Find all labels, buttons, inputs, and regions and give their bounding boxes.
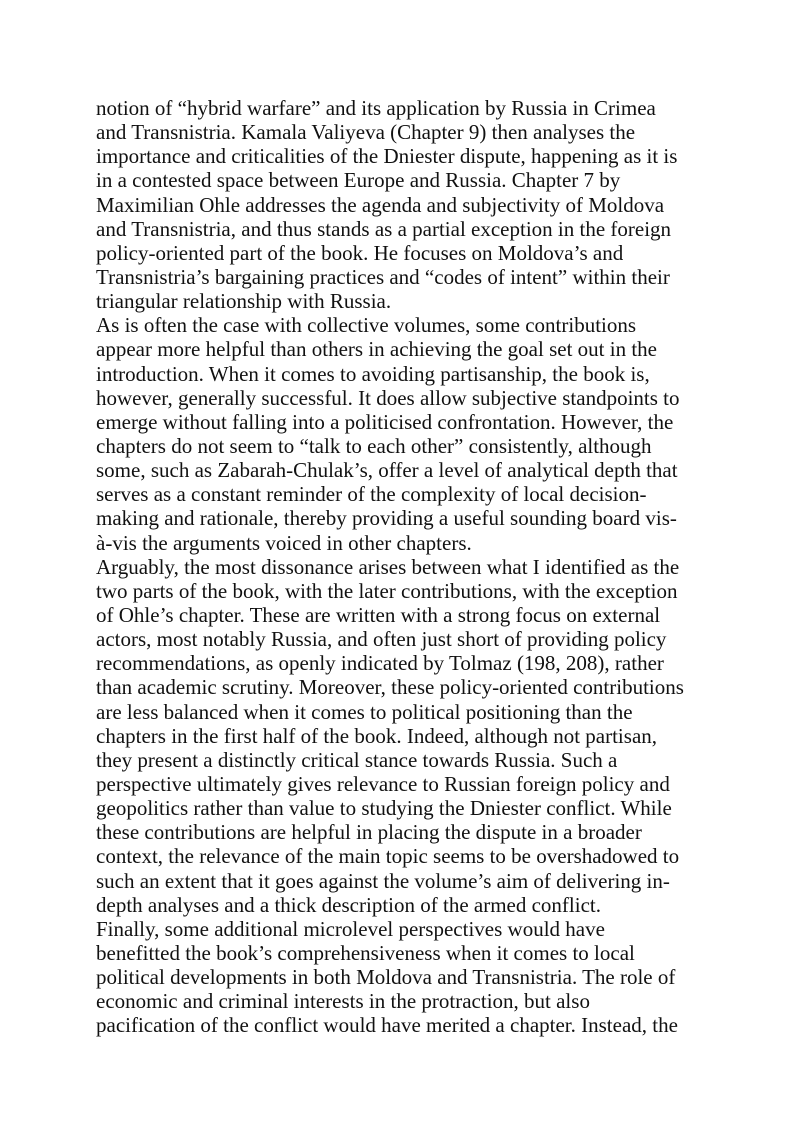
text-line: they present a distinctly critical stance towards Russia. Such a [96, 747, 618, 772]
text-line: these contributions are helpful in placing the dispute in a broader [96, 820, 642, 845]
text-line: in a contested space between Europe and Russia. Chapter 7 by [96, 168, 621, 193]
text-line: economic and criminal interests in the protraction, but also [96, 989, 590, 1014]
text-line: depth analyses and a thick description of the armed conflict. [96, 892, 601, 917]
text-line: Transnistria’s bargaining practices and “codes of intent” within their [96, 264, 670, 289]
text-line: some, such as Zabarah-Chulak’s, offer a level of analytical depth that [96, 458, 678, 483]
text-line: policy-oriented part of the book. He focuses on Moldova’s and [96, 240, 624, 265]
text-line: Finally, some additional microlevel perspectives would have [96, 916, 605, 941]
text-line: pacification of the conflict would have merited a chapter. Instead, the [96, 1013, 678, 1038]
text-line: however, generally successful. It does allow subjective standpoints to [96, 385, 680, 410]
text-line: chapters in the first half of the book. Indeed, although not partisan, [96, 723, 658, 748]
text-line: triangular relationship with Russia. [96, 289, 392, 314]
text-line: actors, most notably Russia, and often just short of providing policy [96, 627, 667, 652]
text-line: making and rationale, thereby providing a useful sounding board vis- [96, 506, 677, 531]
text-line: and Transnistria. Kamala Valiyeva (Chapter 9) then analyses the [96, 120, 636, 145]
text-line: recommendations, as openly indicated by Tolmaz (198, 208), rather [96, 651, 664, 676]
text-line: context, the relevance of the main topic seems to be overshadowed to [96, 844, 680, 869]
text-line: geopolitics rather than value to studying the Dniester conflict. While [96, 796, 672, 821]
text-line: à-vis the arguments voiced in other chapters. [96, 530, 472, 555]
text-line: notion of “hybrid warfare” and its application by Russia in Crimea [96, 96, 656, 120]
text-line: of Ohle’s chapter. These are written with a strong focus on external [96, 602, 661, 627]
paragraph-4 [96, 917, 708, 1038]
text-line: benefitted the book’s comprehensiveness when it comes to local [96, 940, 635, 965]
text-line: As is often the case with collective volumes, some contributions [96, 313, 637, 338]
text-line: such an extent that it goes against the volume’s aim of delivering in- [96, 868, 670, 893]
text-line: importance and criticalities of the Dniester dispute, happening as it is [96, 144, 678, 169]
text-line: chapters do not seem to “talk to each other” consistently, although [96, 433, 652, 458]
paragraph-1 [96, 96, 708, 313]
text-line: two parts of the book, with the later contributions, with the exception [96, 578, 678, 603]
text-line: emerge without falling into a politicised confrontation. However, the [96, 409, 674, 434]
text-line: serves as a constant reminder of the complexity of local decision- [96, 482, 647, 507]
text-line: Maximilian Ohle addresses the agenda and subjectivity of Moldova [96, 192, 665, 217]
text-line: and Transnistria, and thus stands as a partial exception in the foreign [96, 216, 672, 241]
text-line: than academic scrutiny. Moreover, these policy-oriented contributions [96, 675, 684, 700]
text-line: Arguably, the most dissonance arises between what I identified as the [96, 554, 680, 579]
text-line: political developments in both Moldova and Transnistria. The role of [96, 965, 676, 990]
document-page [96, 96, 708, 1037]
text-line: appear more helpful than others in achieving the goal set out in the [96, 337, 657, 362]
text-line: introduction. When it comes to avoiding partisanship, the book is, [96, 361, 650, 386]
paragraph-2 [96, 313, 708, 554]
text-line: are less balanced when it comes to political positioning than the [96, 699, 633, 724]
text-line: perspective ultimately gives relevance to Russian foreign policy and [96, 771, 670, 796]
paragraph-3 [96, 555, 708, 917]
